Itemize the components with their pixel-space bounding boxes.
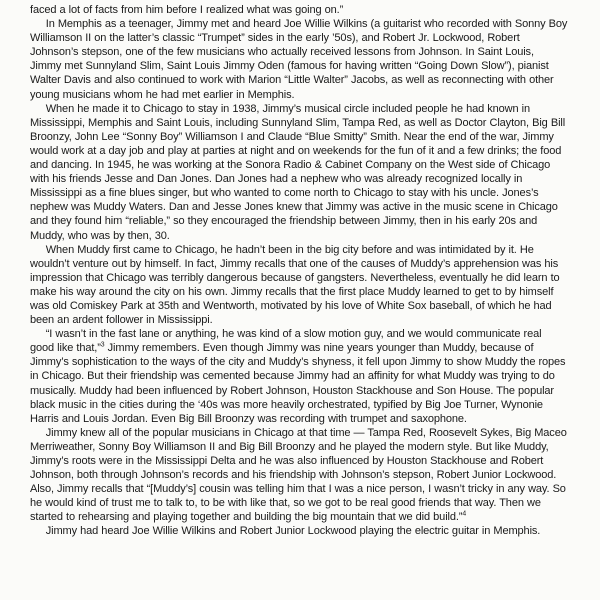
paragraph-6 (30, 426, 568, 525)
paragraph-6-text: Jimmy knew all of the popular musicians in Chicago at that time — Tampa Red, Roosevelt Sykes, Big Maceo Merriweather, Sonny Boy Williamson II and Big Bill Broonzy and he played the modern style. But like Muddy, Jimmy’s roots were in the Mississippi Delta and he was also influenced by Houston Stackhouse and Robert Johnson, both through Johnson’s records and his friendship with Johnson’s stepson, Robert Junior Lockwood. Also, Jimmy recalls that “[Muddy’s] cousin was telling him that I was a nice person, I wasn’t tricky in any way. So he would kind of trust me to talk to, to be with like that, so we got to be real good friends that way. Then we started to rehearsing and playing together and building the big mountain that we did build.” (30, 426, 567, 524)
paragraph-7 (30, 524, 568, 538)
paragraph-4 (30, 243, 568, 328)
paragraph-3 (30, 102, 568, 243)
footnote-ref-3[interactable]: 3 (100, 341, 105, 349)
footnote-ref-4[interactable]: 4 (462, 510, 467, 518)
paragraph-1 (30, 3, 568, 17)
paragraph-3-text: When he made it to Chicago to stay in 1938, Jimmy’s musical circle included people he had known in Mississippi, Memphis and Saint Louis, including Sunnyland Slim, Tampa Red, as well as Doctor Clayton, Big Bill Broonzy, John Lee “Sonny Boy” Williamson I and Claude “Blue Smitty” Smith. Near the end of the war, Jimmy would work at a day job and play at parties at night and on weekends for the fun of it and a few drinks; the food and dancing. In 1945, he was working at the Sonora Radio & Cabinet Company on the West side of Chicago with his friends Jesse and Dan Jones. Dan Jones had a nephew who was already recognized locally in Mississippi as a fine blues singer, but who wanted to come north to Chicago to stay with his uncle. Jones’s nephew was Muddy Waters. Dan and Jesse Jones knew that Jimmy was active in the music scene in Chicago and they found him “reliable,” so they encouraged the friendship between Jimmy, then in his early 20s and Muddy, who was by then, 30. (30, 102, 566, 242)
paragraph-4-text: When Muddy first came to Chicago, he hadn’t been in the big city before and was intimidated by it. He wouldn’t venture out by himself. In fact, Jimmy recalls that one of the causes of Muddy’s apprehension was his impression that Chicago was terribly dangerous because of gangsters. Nevertheless, eventually he did learn to make his way around the city on his own. Jimmy recalls that the first place Muddy learned to get to by himself was old Comiskey Park at 35th and Wentworth, motivated by his love of White Sox baseball, of which he had been an ardent follower in Mississippi. (30, 243, 560, 327)
paragraph-2-text: In Memphis as a teenager, Jimmy met and heard Joe Willie Wilkins (a guitarist who recorded with Sonny Boy Williamson II on the latter’s classic “Trumpet” sides in the early ’50s), and Robert Jr. Lockwood, Robert Johnson’s stepson, one of the few musicians who actually received lessons from Johnson. In Saint Louis, Jimmy met Sunnyland Slim, Saint Louis Jimmy Oden (famous for having written “Going Down Slow”), pianist Walter Davis and also continued to work with Marion “Little Walter” Jacobs, as well as reconnecting with other young musicians whom he had met earlier in Memphis. (30, 18, 568, 101)
paragraph-5 (30, 327, 568, 426)
paragraph-1-text: faced a lot of facts from him before I realized what was going on.” (30, 4, 344, 16)
page-edge (0, 590, 600, 600)
article-body (30, 3, 568, 539)
paragraph-5-tail: Jimmy remembers. Even though Jimmy was nine years younger than Muddy, because of Jimmy’s sophistication to the ways of the city and Muddy’s shyness, it fell upon Jimmy to show Muddy the ropes in Chicago. But their friendship was cemented because Jimmy had an affinity for what Muddy was trying to do musically. Muddy had been influenced by Robert Johnson, Houston Stackhouse and Son House. The popular black music in the cities during the ‘40s was more heavily orchestrated, typified by Big Joe Turner, Wynonie Harris and Louis Jordan. Even Big Bill Broonzy was recording with trumpet and saxophone. (30, 342, 566, 425)
paragraph-7-text: Jimmy had heard Joe Willie Wilkins and Robert Junior Lockwood playing the electric guitar in Memphis. (45, 525, 541, 538)
paragraph-2 (30, 17, 568, 102)
paragraph-5-text: “I wasn’t in the fast lane or anything, he was kind of a slow motion guy, and we would communicate real good like that,” (30, 328, 542, 355)
